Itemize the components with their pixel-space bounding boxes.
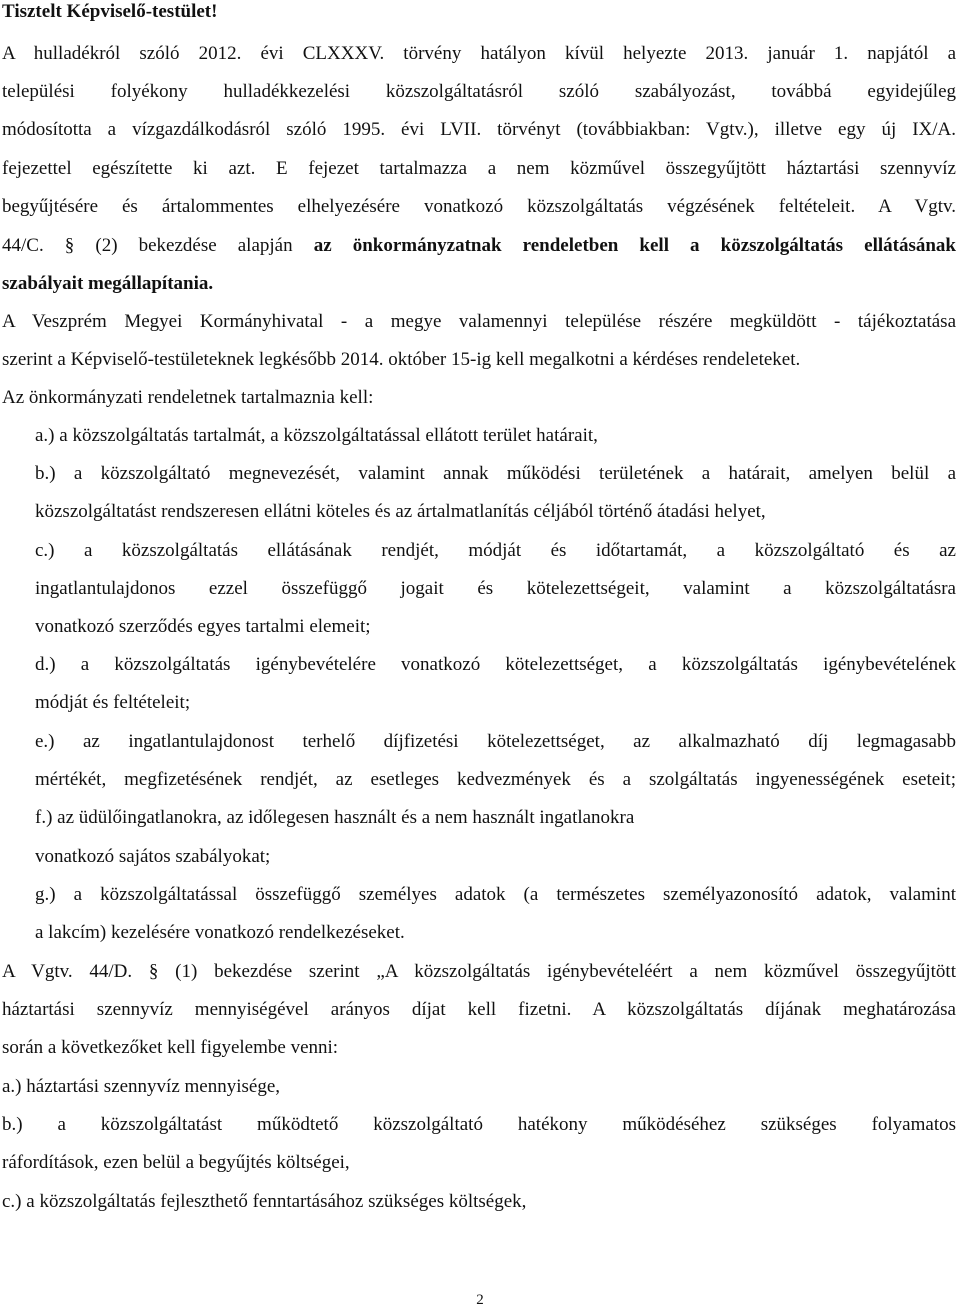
paragraph-line: Az önkormányzati rendeletnek tartalmaznia kell:	[2, 387, 374, 408]
list-item-continued: mértékét, megfizetésének rendjét, az esetleges kedvezmények és a szolgáltatás ingyenességének eseteit;	[35, 769, 956, 790]
line-text: 44/C. § (2) bekezdése alapján	[2, 235, 314, 256]
list-item: c.) a közszolgáltatás fejleszthető fenntartásához szükséges költségek,	[2, 1191, 527, 1212]
list-item: b.) a közszolgáltató megnevezését, valamint annak működési területének a határait, amelyen belül a	[35, 463, 956, 484]
paragraph-line: A Vgtv. 44/D. § (1) bekezdése szerint „A közszolgáltatás igénybevételéért a nem közművel összegyűjtött	[2, 961, 956, 982]
list-item: e.) az ingatlantulajdonost terhelő díjfizetési kötelezettséget, az alkalmazható díj legmagasabb	[35, 731, 956, 752]
list-item: g.) a közszolgáltatással összefüggő személyes adatok (a természetes személyazonosító adatok, valamint	[35, 884, 956, 905]
paragraph-line: begyűjtésére és ártalommentes elhelyezésére vonatkozó közszolgáltatás végzésének feltételeit. A Vgtv.	[2, 196, 956, 217]
list-item-continued: ingatlantulajdonos ezzel összefüggő jogait és kötelezettségeit, valamint a közszolgáltatásra	[35, 578, 956, 599]
page-number: 2	[476, 1292, 484, 1308]
list-item-continued: a lakcím) kezelésére vonatkozó rendelkezéseket.	[35, 922, 405, 943]
paragraph-line: módosította a vízgazdálkodásról szóló 1995. évi LVII. törvényt (továbbiakban: Vgtv.), illetve egy új IX/A.	[2, 119, 956, 140]
list-item-continued: ráfordítások, ezen belül a begyűjtés költségei,	[2, 1152, 350, 1173]
list-item: d.) a közszolgáltatás igénybevételére vonatkozó kötelezettséget, a közszolgáltatás igénybevételének	[35, 654, 956, 675]
paragraph-line	[2, 234, 956, 258]
page-heading: Tisztelt Képviselő-testület!	[2, 1, 218, 22]
list-item-continued: közszolgáltatást rendszeresen ellátni köteles és az ártalmatlanítás céljából történő átadási helyet,	[35, 501, 766, 522]
paragraph-line: szerint a Képviselő-testületeknek legkésőbb 2014. október 15-ig kell megalkotni a kérdéses rendeleteket.	[2, 349, 801, 370]
paragraph-line: fejezettel egészítette ki azt. E fejezet tartalmazza a nem közművel összegyűjtött háztartási szennyvíz	[2, 158, 956, 179]
paragraph-line	[2, 272, 956, 296]
list-item: c.) a közszolgáltatás ellátásának rendjét, módját és időtartamát, a közszolgáltató és az	[35, 540, 956, 561]
list-item-continued: vonatkozó szerződés egyes tartalmi elemeit;	[35, 616, 371, 637]
list-item: b.) a közszolgáltatást működtető közszolgáltató hatékony működéséhez szükséges folyamatos	[2, 1114, 956, 1135]
paragraph-line: A hulladékról szóló 2012. évi CLXXXV. törvény hatályon kívül helyezte 2013. január 1. napjától a	[2, 43, 956, 64]
paragraph-line: során a következőket kell figyelembe venni:	[2, 1037, 339, 1058]
list-item: a.) háztartási szennyvíz mennyisége,	[2, 1076, 281, 1097]
paragraph-line: háztartási szennyvíz mennyiségével arányos díjat kell fizetni. A közszolgáltatás díjának meghatározása	[2, 999, 956, 1020]
list-item: f.) az üdülőingatlanokra, az időlegesen használt és a nem használt ingatlanokra	[35, 807, 635, 828]
paragraph-line: települési folyékony hulladékkezelési közszolgáltatásról szóló szabályozást, továbbá egyidejűleg	[2, 81, 956, 102]
list-item-continued: vonatkozó sajátos szabályokat;	[35, 846, 271, 867]
bold-text: szabályait megállapítania.	[2, 273, 214, 294]
paragraph-line: A Veszprém Megyei Kormányhivatal - a megye valamennyi települése részére megküldött - tájékoztatása	[2, 311, 956, 332]
list-item: a.) a közszolgáltatás tartalmát, a közszolgáltatással ellátott terület határait,	[35, 425, 598, 446]
bold-text: az önkormányzatnak rendeletben kell a közszolgáltatás ellátásának	[313, 235, 956, 256]
list-item-continued: módját és feltételeit;	[35, 692, 191, 713]
